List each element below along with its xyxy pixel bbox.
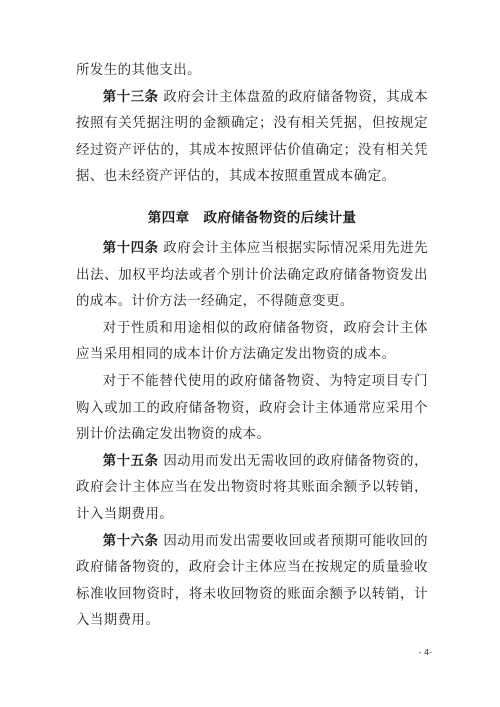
article-label: 第十三条: [102, 89, 159, 105]
article-text: 政府会计主体应当根据实际情况采用先进先出法、加权平均法或者个别计价法确定政府储备物资发出的成本。计价方法一经确定，不得随意变更。: [76, 240, 429, 310]
paragraph-similar-materials: [76, 316, 428, 369]
article-14: [76, 236, 428, 316]
article-text: 因动用而发出需要收回或者预期可能收回的政府储备物资的，政府会计主体应当在按规定的质量验收标准收回物资时，将未收回物资的账面余额予以转销，计入当期费用。: [76, 533, 429, 629]
article-13: [76, 85, 428, 191]
article-label: 第十四条: [102, 240, 159, 256]
paragraph-text: 对于不能替代使用的政府储备物资、为特定项目专门购入或加工的政府储备物资，政府会计主体通常应采用个别计价法确定发出物资的成本。: [76, 373, 428, 443]
chapter-title: 政府储备物资的后续计量: [203, 209, 357, 226]
article-15: [76, 449, 428, 529]
chapter-heading: [76, 205, 428, 231]
document-body: [76, 58, 428, 635]
page-number: - 4-: [418, 648, 432, 657]
article-16: [76, 529, 428, 635]
chapter-number: 第四章: [147, 209, 190, 226]
article-label: 第十五条: [102, 453, 159, 469]
article-text: 政府会计主体盘盈的政府储备物资，其成本按照有关凭据注明的金额确定；没有相关凭据，但按规定经过资产评估的，其成本按照评估价值确定；没有相关凭据、也未经资产评估的，其成本按照重置成本确定。: [76, 89, 429, 185]
article-label: 第十六条: [102, 533, 159, 549]
paragraph-text: 对于性质和用途相似的政府储备物资，政府会计主体应当采用相同的成本计价方法确定发出物资的成本。: [76, 320, 428, 363]
paragraph-special-materials: [76, 369, 428, 449]
paragraph-continuation: [76, 58, 428, 85]
paragraph-text: 所发生的其他支出。: [76, 63, 202, 78]
article-text: 因动用而发出无需收回的政府储备物资的，政府会计主体应当在发出物资时将其账面余额予以转销，计入当期费用。: [76, 453, 429, 522]
